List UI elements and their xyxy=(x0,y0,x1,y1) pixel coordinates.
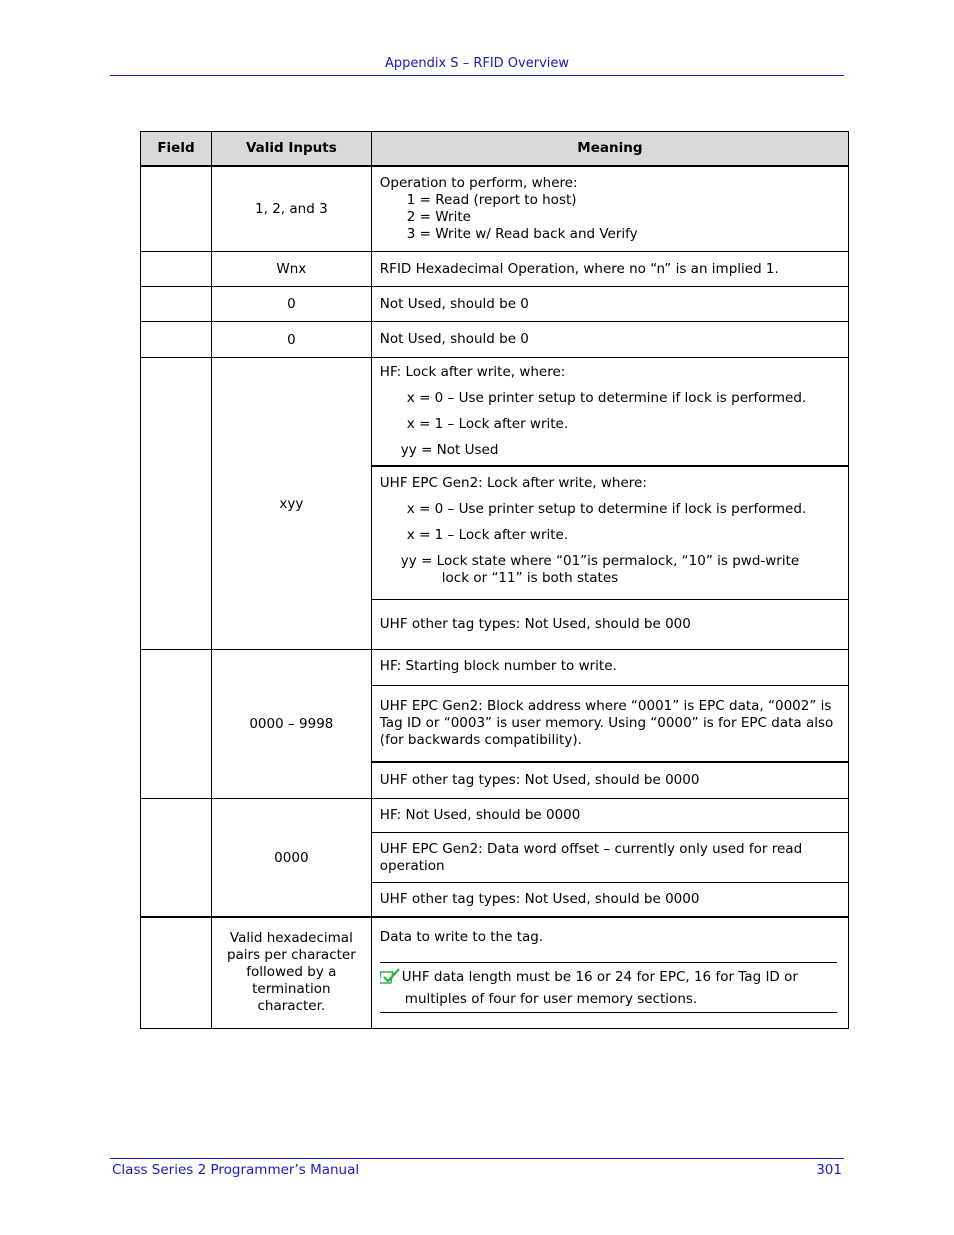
meaning-line: HF: Lock after write, where: xyxy=(379,364,566,380)
checkbox-note-icon xyxy=(380,968,400,984)
valid-inputs-cell: 0 xyxy=(211,322,371,358)
meaning-line: yy = Not Used xyxy=(400,442,499,458)
hf-text: HF: Not Used, should be 0000 xyxy=(379,807,581,823)
uhf-section xyxy=(372,465,848,599)
table-row xyxy=(141,799,849,918)
meaning-line: UHF EPC Gen2: Lock after write, where: xyxy=(379,475,647,491)
field-cell xyxy=(141,799,212,918)
header-field: Field xyxy=(141,132,212,166)
meaning-text: RFID Hexadecimal Operation, where no “n” is an implied 1. xyxy=(379,260,779,277)
other-tags-text: UHF other tag types: Not Used, should be 0000 xyxy=(372,882,848,916)
meaning-cell xyxy=(371,252,848,287)
field-cell xyxy=(141,917,212,1029)
footer-rule xyxy=(110,1158,844,1159)
footer-manual-title: Class Series 2 Programmer’s Manual xyxy=(112,1162,360,1178)
table-row xyxy=(141,650,849,799)
meaning-cell xyxy=(371,166,848,252)
field-cell xyxy=(141,358,212,650)
valid-inputs-cell: 1, 2, and 3 xyxy=(211,166,371,252)
meaning-line: 3 = Write w/ Read back and Verify xyxy=(406,225,638,242)
field-cell xyxy=(141,322,212,358)
meaning-cell xyxy=(371,287,848,322)
meaning-text: Not Used, should be 0 xyxy=(379,295,529,312)
meaning-cell xyxy=(371,322,848,358)
note-text-line: UHF data length must be 16 or 24 for EPC, 16 for Tag ID or xyxy=(401,969,798,985)
page-header-title: Appendix S – RFID Overview xyxy=(384,56,570,71)
valid-inputs-cell: Valid hexadecimal pairs per character followed by a termination character. xyxy=(211,917,371,1029)
table-header-row xyxy=(141,132,849,166)
other-tags-text: UHF other tag types: Not Used, should be 000 xyxy=(372,599,848,649)
meaning-cell xyxy=(371,650,848,799)
meaning-line: yy = Lock state where “01”is permalock, “10” is pwd-write xyxy=(400,553,800,569)
hf-section xyxy=(372,358,848,465)
meaning-line: x = 0 – Use printer setup to determine if lock is performed. xyxy=(406,390,807,406)
table-row xyxy=(141,358,849,650)
valid-inputs-cell: 0000 xyxy=(211,799,371,918)
table-row xyxy=(141,166,849,252)
field-cell xyxy=(141,287,212,322)
field-cell xyxy=(141,650,212,799)
header-valid-inputs: Valid Inputs xyxy=(211,132,371,166)
uhf-text: UHF EPC Gen2: Data word offset – currently only used for read operation xyxy=(372,832,848,882)
table-row xyxy=(141,252,849,287)
meaning-line: Operation to perform, where: xyxy=(379,174,578,191)
meaning-text: Data to write to the tag. xyxy=(379,929,544,945)
table-row xyxy=(141,322,849,358)
table-row xyxy=(141,917,849,1029)
hf-text: HF: Starting block number to write. xyxy=(379,658,617,674)
meaning-line: 1 = Read (report to host) xyxy=(406,191,577,208)
meaning-line: 2 = Write xyxy=(406,208,471,225)
table-row xyxy=(141,287,849,322)
uhf-text: UHF EPC Gen2: Block address where “0001” is EPC data, “0002” is Tag ID or “0003” is user memory. Using “0000” is for EPC data also (for backwards compatibility). xyxy=(372,685,848,761)
header-rule xyxy=(110,75,844,76)
field-cell xyxy=(141,166,212,252)
valid-inputs-cell: xyy xyxy=(211,358,371,650)
header-meaning: Meaning xyxy=(371,132,848,166)
valid-inputs-cell: Wnx xyxy=(211,252,371,287)
meaning-line: lock or “11” is both states xyxy=(441,570,619,586)
meaning-text: Not Used, should be 0 xyxy=(379,331,529,347)
note-text-line: multiples of four for user memory sections. xyxy=(404,991,698,1007)
other-tags-text: UHF other tag types: Not Used, should be 0000 xyxy=(372,761,848,798)
rfid-field-table xyxy=(140,131,849,1029)
meaning-cell xyxy=(371,917,848,1029)
valid-inputs-cell: 0 xyxy=(211,287,371,322)
field-cell xyxy=(141,252,212,287)
valid-inputs-cell: 0000 – 9998 xyxy=(211,650,371,799)
meaning-cell xyxy=(371,799,848,918)
meaning-cell xyxy=(371,358,848,650)
meaning-line: x = 1 – Lock after write. xyxy=(406,416,569,432)
meaning-line: x = 1 – Lock after write. xyxy=(406,527,569,543)
footer-page-number: 301 xyxy=(816,1162,842,1178)
meaning-line: x = 0 – Use printer setup to determine if lock is performed. xyxy=(406,501,807,517)
note-box xyxy=(380,962,837,1013)
